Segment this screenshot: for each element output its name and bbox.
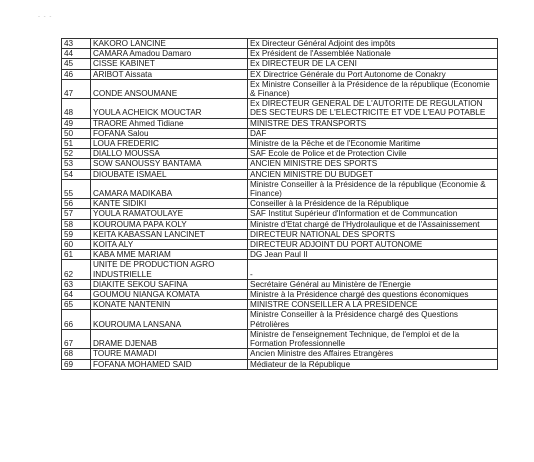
person-name: KOUROUMA LANSANA xyxy=(91,310,248,329)
person-title: DG Jean Paul II xyxy=(248,250,498,260)
table-row xyxy=(62,219,498,229)
row-number: 55 xyxy=(62,179,91,198)
table-row xyxy=(62,240,498,250)
person-title: Ministre Conseiller à la Présidence de la république (Economie & Finance) xyxy=(248,179,498,198)
person-title: Ex Président de l'Assemblée Nationale xyxy=(248,49,498,59)
table-row xyxy=(62,128,498,138)
person-title: - xyxy=(248,260,498,279)
row-number: 46 xyxy=(62,69,91,79)
person-name: UNITE DE PRODUCTION AGRO INDUSTRIELLE xyxy=(91,260,248,279)
row-number: 59 xyxy=(62,229,91,239)
table-row xyxy=(62,118,498,128)
person-name: GOUMOU NIANGA KOMATA xyxy=(91,290,248,300)
person-name: CAMARA MADIKABA xyxy=(91,179,248,198)
row-number: 65 xyxy=(62,300,91,310)
person-name: CONDE ANSOUMANE xyxy=(91,79,248,98)
person-name: KOITA ALY xyxy=(91,240,248,250)
row-number: 58 xyxy=(62,219,91,229)
row-number: 60 xyxy=(62,240,91,250)
table-row xyxy=(62,260,498,279)
person-name: FOFANA MOHAMED SAID xyxy=(91,359,248,369)
table-row xyxy=(62,159,498,169)
table-row xyxy=(62,229,498,239)
person-name: CISSE KABINET xyxy=(91,59,248,69)
table-row xyxy=(62,39,498,49)
row-number: 54 xyxy=(62,169,91,179)
row-number: 53 xyxy=(62,159,91,169)
person-title: Secrétaire Général au Ministère de l'Energie xyxy=(248,279,498,289)
person-name: KANTE SIDIKI xyxy=(91,199,248,209)
person-name: DIALLO MOUSSA xyxy=(91,149,248,159)
person-title: SAF Ecole de Police et de Protection Civile xyxy=(248,149,498,159)
person-title: SAF Institut Supérieur d'Information et de Communcation xyxy=(248,209,498,219)
table-row xyxy=(62,209,498,219)
row-number: 50 xyxy=(62,128,91,138)
person-name: LOUA FREDERIC xyxy=(91,139,248,149)
person-name: CAMARA Amadou Damaro xyxy=(91,49,248,59)
table-row xyxy=(62,99,498,118)
table-row xyxy=(62,69,498,79)
person-title: Ministre à la Présidence chargé des questions économiques xyxy=(248,290,498,300)
table-row xyxy=(62,359,498,369)
row-number: 66 xyxy=(62,310,91,329)
table-row xyxy=(62,179,498,198)
row-number: 43 xyxy=(62,39,91,49)
row-number: 44 xyxy=(62,49,91,59)
row-number: 68 xyxy=(62,349,91,359)
person-name: KAKORO LANCINE xyxy=(91,39,248,49)
person-name: DIOUBATE ISMAEL xyxy=(91,169,248,179)
person-name: TOURE MAMADI xyxy=(91,349,248,359)
table-row xyxy=(62,250,498,260)
table-row xyxy=(62,329,498,348)
table-row xyxy=(62,139,498,149)
person-title: ANCIEN MINISTRE DES SPORTS xyxy=(248,159,498,169)
person-title: DAF xyxy=(248,128,498,138)
person-title: Ancien Ministre des Affaires Etrangères xyxy=(248,349,498,359)
person-name: ARIBOT Aissata xyxy=(91,69,248,79)
person-title: Ministre d'Etat chargé de l'Hydrolaulique et de l'Assainissement xyxy=(248,219,498,229)
person-title: Ex Directeur Général Adjoint des impôts xyxy=(248,39,498,49)
person-name: KOUROUMA PAPA KOLY xyxy=(91,219,248,229)
row-number: 57 xyxy=(62,209,91,219)
person-name: YOULA ACHEICK MOUCTAR xyxy=(91,99,248,118)
person-name: FOFANA Salou xyxy=(91,128,248,138)
table-row xyxy=(62,290,498,300)
person-title: Ministre de la Pêche et de l'Economie Maritime xyxy=(248,139,498,149)
person-name: SOW SANOUSSY BANTAMA xyxy=(91,159,248,169)
table-row xyxy=(62,59,498,69)
table-row xyxy=(62,300,498,310)
person-name: KABA MME MARIAM xyxy=(91,250,248,260)
row-number: 64 xyxy=(62,290,91,300)
person-title: MINISTRE DES TRANSPORTS xyxy=(248,118,498,128)
person-name: DRAME DJENAB xyxy=(91,329,248,348)
row-number: 69 xyxy=(62,359,91,369)
person-title: Ministre Conseiller à la Présidence chargé des Questions Pétrolières xyxy=(248,310,498,329)
table-row xyxy=(62,49,498,59)
person-title: DIRECTEUR ADJOINT DU PORT AUTONOME xyxy=(248,240,498,250)
row-number: 56 xyxy=(62,199,91,209)
person-title: Conseiller à la Présidence de la République xyxy=(248,199,498,209)
table-row xyxy=(62,149,498,159)
person-title: Médiateur de la République xyxy=(248,359,498,369)
row-number: 62 xyxy=(62,260,91,279)
table-row xyxy=(62,79,498,98)
person-title: Ex DIRECTEUR GENERAL DE L'AUTORITE DE REGULATION DES SECTEURS DE L'ELECTRICITE ET VDE L'EAU POTABLE xyxy=(248,99,498,118)
person-title: ANCIEN MINISTRE DU BUDGET xyxy=(248,169,498,179)
person-name: KEITA KABASSAN LANCINET xyxy=(91,229,248,239)
row-number: 45 xyxy=(62,59,91,69)
row-number: 48 xyxy=(62,99,91,118)
person-title: EX Directrice Générale du Port Autonome de Conakry xyxy=(248,69,498,79)
table-row xyxy=(62,279,498,289)
person-name: KONATE NANTENIN xyxy=(91,300,248,310)
row-number: 52 xyxy=(62,149,91,159)
person-name: TRAORE Ahmed Tidiane xyxy=(91,118,248,128)
row-number: 61 xyxy=(62,250,91,260)
table-row xyxy=(62,349,498,359)
row-number: 49 xyxy=(62,118,91,128)
table-row xyxy=(62,169,498,179)
scan-artifact: - - - xyxy=(38,14,53,20)
person-name: YOULA RAMATOULAYE xyxy=(91,209,248,219)
person-title: DIRECTEUR NATIONAL DES SPORTS xyxy=(248,229,498,239)
person-title: Ex Ministre Conseiller à la Présidence de la république (Economie & Finance) xyxy=(248,79,498,98)
row-number: 63 xyxy=(62,279,91,289)
officials-table xyxy=(61,38,498,370)
table-row xyxy=(62,199,498,209)
row-number: 47 xyxy=(62,79,91,98)
person-title: MINISTRE CONSEILLER A LA PRESIDENCE xyxy=(248,300,498,310)
row-number: 67 xyxy=(62,329,91,348)
person-title: Ex DIRECTEUR DE LA CENI xyxy=(248,59,498,69)
table-body xyxy=(62,39,498,370)
row-number: 51 xyxy=(62,139,91,149)
person-name: DIAKITE SEKOU SAFINA xyxy=(91,279,248,289)
person-title: Ministre de l'enseignement Technique, de l'emploi et de la Formation Professionnelle xyxy=(248,329,498,348)
table-row xyxy=(62,310,498,329)
